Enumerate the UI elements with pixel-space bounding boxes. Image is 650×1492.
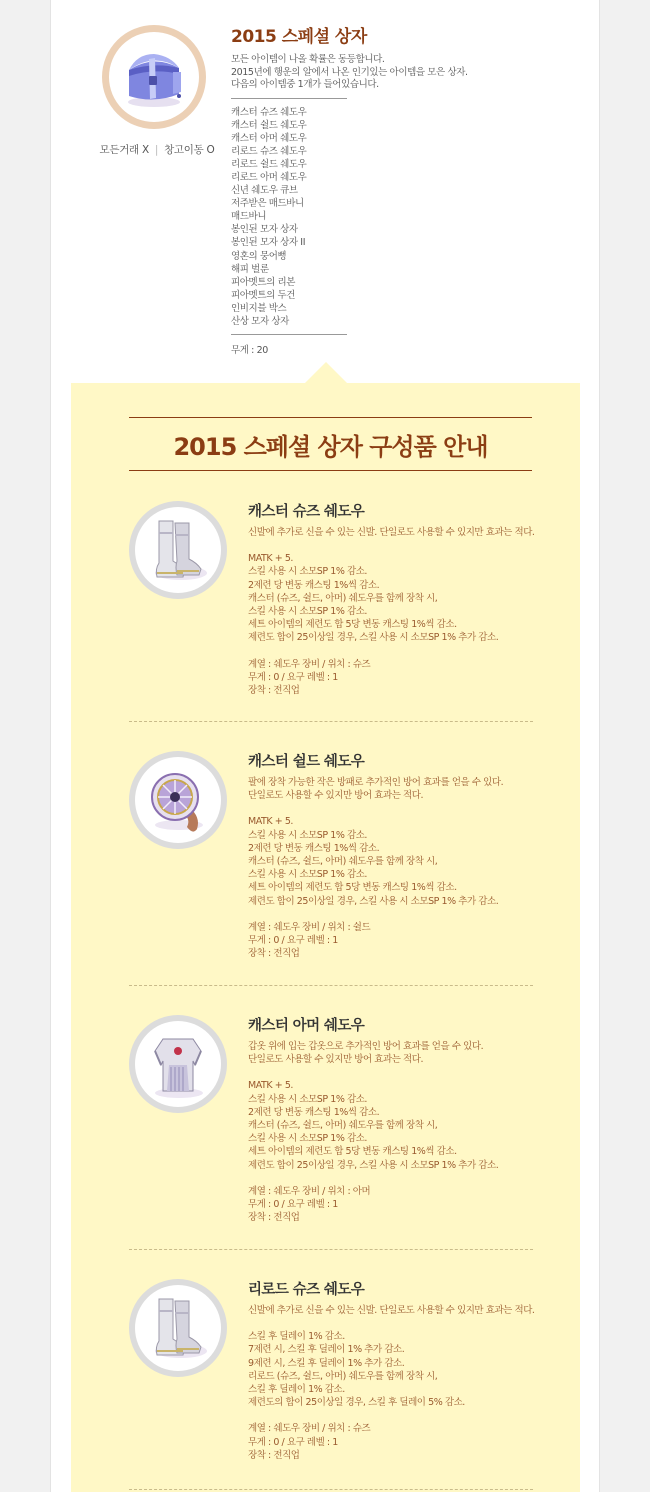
desc-line: 팔에 장착 가능한 작은 방패로 추가적인 방어 효과를 얻을 수 있다. <box>248 777 504 788</box>
contents-panel <box>71 383 580 1492</box>
list-item: 저주받은 매드바니 <box>231 198 304 210</box>
effect-line: 캐스터 (슈즈, 쉴드, 아머) 쉐도우를 함께 장착 시, <box>248 1120 438 1132</box>
spec-line: 무게 : 0 / 요구 레벨 : 1 <box>248 671 338 683</box>
list-item: 피아멧트의 리본 <box>231 276 296 288</box>
item-name: 캐스터 슈즈 쉐도우 <box>248 504 365 520</box>
effect-line: 세트 아이템의 제련도 합 5당 변동 캐스팅 1%씩 감소. <box>248 882 457 894</box>
spec-line: 계열 : 쉐도우 장비 / 위치 : 슈즈 <box>248 1423 371 1435</box>
list-item: 리로드 아머 쉐도우 <box>231 171 307 183</box>
page <box>50 0 600 1492</box>
list-item: 캐스터 쉴드 쉐도우 <box>231 119 307 131</box>
item-image-frame <box>129 501 227 599</box>
effect-line: 세트 아이템의 제련도 합 5당 변동 캐스팅 1%씩 감소. <box>248 1146 457 1158</box>
item-details <box>248 1304 568 1462</box>
list-item: 영혼의 뭉어뻥 <box>231 250 287 262</box>
effect-line: 스킬 사용 시 소모SP 1% 감소. <box>248 869 367 881</box>
desc-line: 2015년에 행운의 알에서 나온 인기있는 아이템을 모은 상자. <box>231 66 468 78</box>
item-image-frame <box>102 25 206 129</box>
item-name: 캐스터 아머 쉐도우 <box>248 1018 365 1034</box>
desc-line: 단일로도 사용할 수 있지만 방어 효과는 적다. <box>248 1054 424 1066</box>
effect-line: 제련도 합이 25이상일 경우, 스킬 사용 시 소모SP 1% 추가 감소. <box>248 895 499 907</box>
desc-line: 다음의 아이템중 1개가 들어있습니다. <box>231 79 379 90</box>
effect-line: MATK + 5. <box>248 1080 294 1092</box>
divider <box>129 1489 533 1490</box>
list-item: 봉인된 모자 상자 <box>231 224 298 236</box>
list-item: 리로드 쉴드 쉐도우 <box>231 158 307 170</box>
spec-line: 장착 : 전직업 <box>248 1212 300 1224</box>
item-details <box>248 1040 568 1224</box>
effect-line: 스킬 사용 시 소모SP 1% 감소. <box>248 829 367 841</box>
spec-line: 계열 : 쉐도우 장비 / 위치 : 쉴드 <box>248 921 371 933</box>
effect-line: 스킬 사용 시 소모SP 1% 감소. <box>248 606 367 618</box>
item-image-frame <box>129 751 227 849</box>
effect-line: 캐스터 (슈즈, 쉴드, 아머) 쉐도우를 함께 장착 시, <box>248 856 438 868</box>
list-item: 봉인된 모자 상자 II <box>231 237 306 249</box>
effect-line: 캐스터 (슈즈, 쉴드, 아머) 쉐도우를 함께 장착 시, <box>248 592 438 604</box>
spec-line: 무게 : 0 / 요구 레벨 : 1 <box>248 935 338 947</box>
item-image-frame <box>129 1279 227 1377</box>
boots-icon <box>135 1285 221 1371</box>
effect-line: 7제련 시, 스킬 후 딜레이 1% 추가 감소. <box>248 1344 405 1356</box>
boots-icon <box>135 507 221 593</box>
desc-line: 신발에 추가로 신을 수 있는 신발. 단일로도 사용할 수 있지만 효과는 적다. <box>248 527 535 538</box>
effect-line: MATK + 5. <box>248 553 294 565</box>
divider <box>231 334 347 335</box>
box-weight: 무게 : 20 <box>231 345 268 357</box>
desc-line: 단일로도 사용할 수 있지만 방어 효과는 적다. <box>248 790 424 802</box>
divider <box>129 985 533 986</box>
item-image-frame <box>129 1015 227 1113</box>
list-item: 해피 벌룬 <box>231 263 269 275</box>
desc-line: 신발에 추가로 신을 수 있는 신발. 단일로도 사용할 수 있지만 효과는 적다. <box>248 1305 535 1316</box>
item-details <box>248 526 568 697</box>
item-name: 캐스터 쉴드 쉐도우 <box>248 754 365 770</box>
spec-line: 계열 : 쉐도우 장비 / 위치 : 슈즈 <box>248 658 371 670</box>
shield-icon <box>135 757 221 843</box>
effect-line: 2제련 당 변동 캐스팅 1%씩 감소. <box>248 579 380 591</box>
spec-line: 장착 : 전직업 <box>248 948 300 960</box>
armor-icon <box>135 1021 221 1107</box>
effect-line: 2제련 당 변동 캐스팅 1%씩 감소. <box>248 1106 380 1118</box>
list-item: 캐스터 슈즈 쉐도우 <box>231 106 307 118</box>
contents-list <box>231 106 531 329</box>
effect-line: 9제련 시, 스킬 후 딜레이 1% 추가 감소. <box>248 1357 405 1369</box>
spec-line: 계열 : 쉐도우 장비 / 위치 : 아머 <box>248 1185 371 1197</box>
box-info <box>231 26 531 356</box>
item-details <box>248 776 568 960</box>
divider <box>129 1249 533 1250</box>
effect-line: 스킬 후 딜레이 1% 감소. <box>248 1331 345 1343</box>
list-item: 피아멧트의 두건 <box>231 289 296 301</box>
list-item: 신년 쉐도우 큐브 <box>231 185 298 197</box>
list-item: 산상 모자 상자 <box>231 316 289 327</box>
list-item: 매드바니 <box>231 211 267 223</box>
list-item: 캐스터 아머 쉐도우 <box>231 132 307 144</box>
desc-line: 갑옷 위에 입는 갑옷으로 추가적인 방어 효과를 얻을 수 있다. <box>248 1041 484 1052</box>
effect-line: 2제련 당 변동 캐스팅 1%씩 감소. <box>248 842 380 854</box>
list-item: 리로드 슈즈 쉐도우 <box>231 145 307 157</box>
panel-notch <box>305 362 347 383</box>
spec-line: 무게 : 0 / 요구 레벨 : 1 <box>248 1199 338 1211</box>
panel-title: 2015 스페셜 상자 구성품 안내 <box>173 432 488 461</box>
spec-line: 장착 : 전직업 <box>248 685 300 697</box>
spec-line: 장착 : 전직업 <box>248 1449 300 1461</box>
divider <box>129 721 533 722</box>
effect-line: 제련도 합이 25이상일 경우, 스킬 사용 시 소모SP 1% 추가 감소. <box>248 1159 499 1171</box>
effect-line: 스킬 후 딜레이 1% 감소. <box>248 1384 345 1396</box>
effect-line: 스킬 사용 시 소모SP 1% 감소. <box>248 566 367 578</box>
panel-title-frame <box>129 417 532 471</box>
trade-label: 모든거래 X <box>99 144 149 156</box>
treasure-chest-icon <box>109 32 199 122</box>
effect-line: 제련도의 합이 25이상일 경우, 스킬 후 딜레이 5% 감소. <box>248 1397 465 1409</box>
effect-line: MATK + 5. <box>248 816 294 828</box>
desc-line: 모든 아이템이 나올 확률은 동등합니다. <box>231 54 385 65</box>
effect-line: 스킬 사용 시 소모SP 1% 감소. <box>248 1133 367 1145</box>
effect-line: 제련도 합이 25이상일 경우, 스킬 사용 시 소모SP 1% 추가 감소. <box>248 632 499 644</box>
item-name: 리로드 슈즈 쉐도우 <box>248 1282 365 1298</box>
effect-line: 리로드 (슈즈, 쉴드, 아머) 쉐도우를 함께 장착 시, <box>248 1370 438 1382</box>
trade-info: 모든거래 X | 창고이동 O <box>99 144 215 156</box>
spec-line: 무게 : 0 / 요구 레벨 : 1 <box>248 1436 338 1448</box>
storage-label: 창고이동 O <box>164 144 215 156</box>
box-description <box>231 54 531 92</box>
effect-line: 세트 아이템의 제련도 합 5당 변동 캐스팅 1%씩 감소. <box>248 619 457 631</box>
box-title: 2015 스페셜 상자 <box>231 27 367 47</box>
list-item: 인비지블 박스 <box>231 302 287 314</box>
effect-line: 스킬 사용 시 소모SP 1% 감소. <box>248 1093 367 1105</box>
divider <box>231 98 347 99</box>
